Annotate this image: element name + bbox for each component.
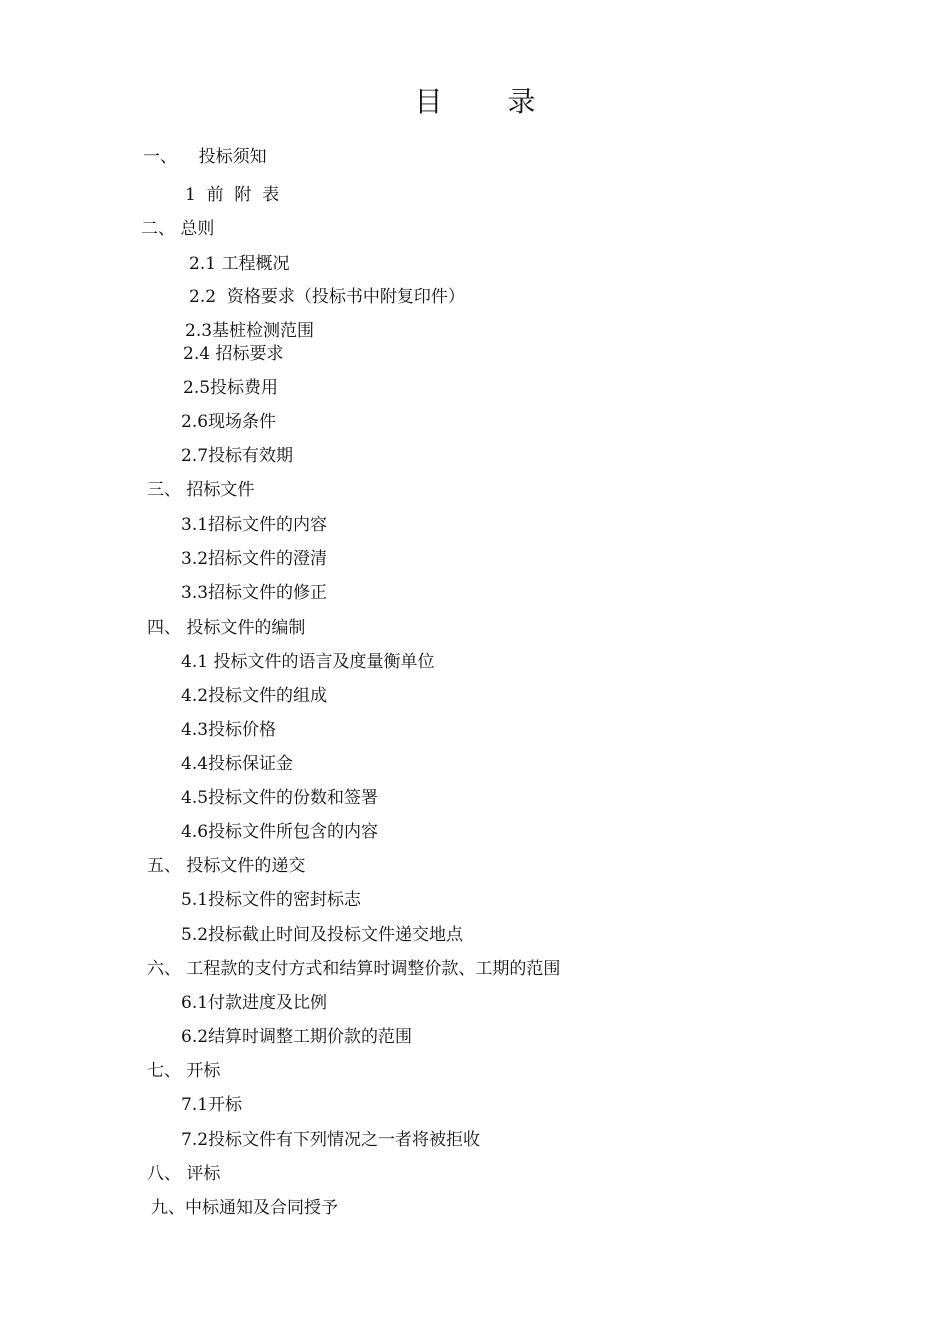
toc-entry-7-1: 7.1开标 xyxy=(181,1095,243,1115)
toc-entry-section-6: 六、 工程款的支付方式和结算时调整价款、工期的范围 xyxy=(147,959,561,979)
toc-entry-3-1: 3.1招标文件的内容 xyxy=(181,515,328,535)
toc-entry-2-4: 2.4 招标要求 xyxy=(183,344,284,364)
toc-entry-4-4: 4.4投标保证金 xyxy=(181,754,294,774)
toc-entry-section-3: 三、 招标文件 xyxy=(147,480,255,500)
toc-entry-2-6: 2.6现场条件 xyxy=(181,412,277,432)
toc-entry-section-4: 四、 投标文件的编制 xyxy=(147,618,306,638)
toc-entry-4-1: 4.1 投标文件的语言及度量衡单位 xyxy=(181,652,435,672)
toc-entry-2-3: 2.3基桩检测范围 xyxy=(185,321,315,341)
toc-entry-section-1: 一、 投标须知 xyxy=(143,147,267,167)
toc-entry-3-2: 3.2招标文件的澄清 xyxy=(181,549,328,569)
toc-entry-4-2: 4.2投标文件的组成 xyxy=(181,686,328,706)
toc-entry-2-2: 2.2 资格要求（投标书中附复印件） xyxy=(189,287,465,307)
toc-entry-section-7: 七、 开标 xyxy=(147,1061,221,1081)
toc-entry-3-3: 3.3招标文件的修正 xyxy=(181,583,328,603)
toc-entry-4-6: 4.6投标文件所包含的内容 xyxy=(181,822,379,842)
toc-entry-2-7: 2.7投标有效期 xyxy=(181,446,294,466)
toc-entry-section-5: 五、 投标文件的递交 xyxy=(147,856,306,876)
toc-entry-4-5: 4.5投标文件的份数和签署 xyxy=(181,788,379,808)
toc-entry-2-1: 2.1 工程概况 xyxy=(189,254,290,274)
toc-entry-section-8: 八、 评标 xyxy=(147,1164,221,1184)
toc-entry-5-1: 5.1投标文件的密封标志 xyxy=(181,890,362,910)
toc-entry-section-2: 二、 总则 xyxy=(141,219,215,239)
page-title: 目 录 xyxy=(414,85,564,118)
toc-entry-2-5: 2.5投标费用 xyxy=(183,378,279,398)
toc-entry-5-2: 5.2投标截止时间及投标文件递交地点 xyxy=(181,925,464,945)
toc-entry-1: 1 前 附 表 xyxy=(185,185,280,205)
toc-entry-7-2: 7.2投标文件有下列情况之一者将被拒收 xyxy=(181,1130,481,1150)
toc-entry-section-9: 九、中标通知及合同授予 xyxy=(151,1198,338,1218)
toc-entry-6-1: 6.1付款进度及比例 xyxy=(181,993,328,1013)
toc-entry-6-2: 6.2结算时调整工期价款的范围 xyxy=(181,1027,413,1047)
toc-entry-4-3: 4.3投标价格 xyxy=(181,720,277,740)
